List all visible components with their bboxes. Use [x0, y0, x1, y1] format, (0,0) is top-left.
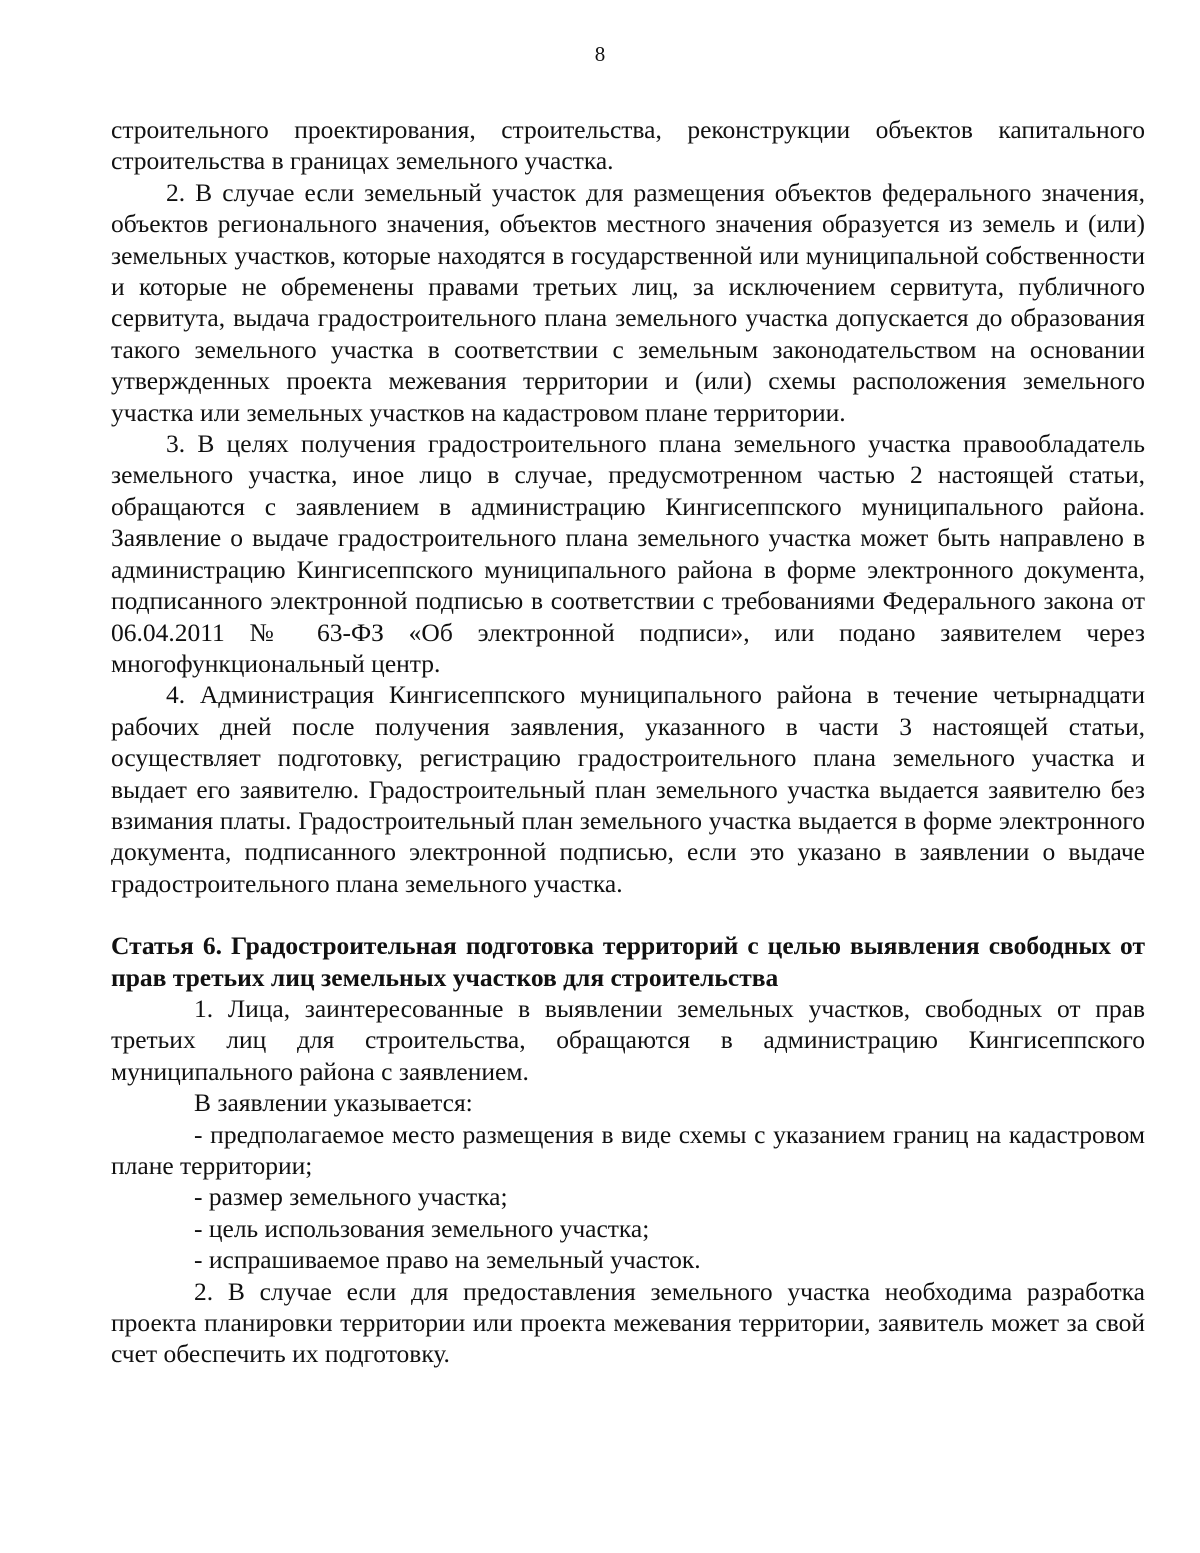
- article-6-paragraph-2: 2. В случае если для предоставления земельного участка необходима разработка проекта планировки территории или проекта межевания территории, заявитель может за свой счет обеспечить их подготовку.: [111, 1276, 1145, 1369]
- paragraph-item-2: 2. В случае если земельный участок для размещения объектов федерального значения, объектов регионального значения, объектов местного значения образуется из земель и (или) земельных участков, которые находятся в государственной или муниципальной собственности и которые не обременены правами третьих лиц, за исключением сервитута, публичного сервитута, выдача градостроительного плана земельного участка допускается до образования такого земельного участка в соответствии с земельным законодательством на основании утвержденных проекта межевания территории и (или) схемы расположения земельного участка или земельных участков на кадастровом плане территории.: [111, 177, 1145, 427]
- paragraph-item-4: 4. Администрация Кингисеппского муниципального района в течение четырнадцати рабочих дней после получения заявления, указанного в части 3 настоящей статьи, осуществляет подготовку, регистрацию градостроительного плана земельного участка и выдает его заявителю. Градостроительный план земельного участка выдается заявителю без взимания платы. Градостроительный план земельного участка выдается в форме электронного документа, подписанного электронной подписью, если это указано в заявлении о выдаче градостроительного плана земельного участка.: [111, 680, 1145, 898]
- list-item: - предполагаемое место размещения в виде схемы с указанием границ на кадастровом плане территории;: [111, 1119, 1145, 1180]
- list-item: - испрашиваемое право на земельный участок.: [194, 1245, 701, 1275]
- list-item: - цель использования земельного участка;: [194, 1213, 650, 1243]
- section-gap: [111, 899, 1145, 930]
- article-6-heading: Статья 6. Градостроительная подготовка территорий с целью выявления свободных от прав третьих лиц земельных участков для строительства: [111, 931, 1145, 992]
- article-6-paragraph-statement: В заявлении указывается:: [194, 1088, 473, 1118]
- document-body: [111, 114, 1145, 1370]
- paragraph-item-3: 3. В целях получения градостроительного плана земельного участка правообладатель земельного участка, иное лицо в случае, предусмотренном частью 2 настоящей статьи, обращаются с заявлением в администрацию Кингисеппского муниципального района. Заявление о выдаче градостроительного плана земельного участка может быть направлено в администрацию Кингисеппского муниципального района в форме электронного документа, подписанного электронной подписью в соответствии с требованиями Федерального закона от 06.04.2011 № 63-ФЗ «Об электронной подписи», или подано заявителем через многофункциональный центр.: [111, 429, 1145, 678]
- article-6-paragraph-1: 1. Лица, заинтересованные в выявлении земельных участков, свободных от прав третьих лиц для строительства, обращаются в администрацию Кингисеппского муниципального района с заявлением.: [111, 993, 1145, 1086]
- paragraph-continuation: строительного проектирования, строительства, реконструкции объектов капитального строительства в границах земельного участка.: [111, 115, 1145, 176]
- page-number: 8: [594, 42, 606, 66]
- list-item: - размер земельного участка;: [194, 1182, 508, 1212]
